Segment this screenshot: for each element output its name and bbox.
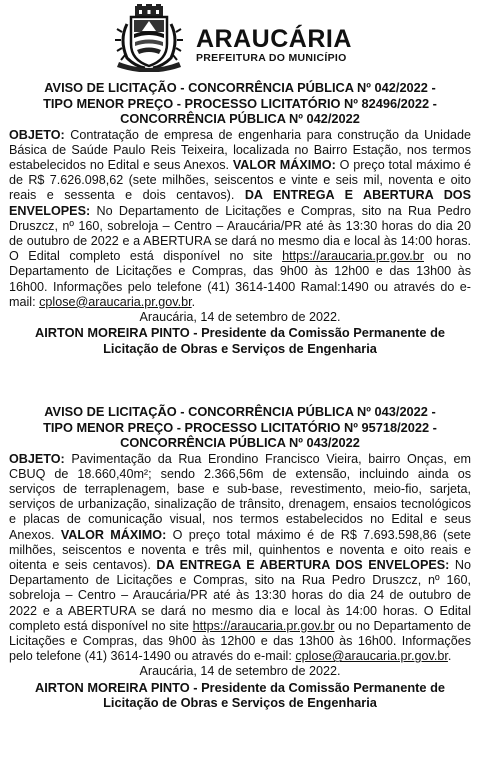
objeto-label: OBJETO: [9, 127, 65, 142]
signature-line: Licitação de Obras e Serviços de Engenharia [103, 340, 377, 356]
notice-date: Araucária, 14 de setembro de 2022. [139, 309, 341, 324]
valor-label: VALOR MÁXIMO: [232, 157, 336, 172]
valor-text: O preço total máximo é de R$ 7.693.598,86 (sete milhões, seiscentos e noventa e três mil, quinhentos e noventa e oito reais e oitenta e seis centavos). [9, 527, 472, 572]
notice-title-line: AVISO DE LICITAÇÃO - CONCORRÊNCIA PÚBLICA Nº 043/2022 - [44, 404, 436, 419]
notice-title [9, 80, 471, 127]
entrega-text: No Departamento de Licitações e Compras, sito na Rua Pedro Druszcz, nº 160, sobreloja – Centro – Araucária/PR até às 13:30 horas do dia 24 de outubro de 2022 e a ABERTURA se dará no mesmo dia e local às 14:00 horas. O Edital completo está disponível no site [9, 557, 471, 633]
notice-date: Araucária, 14 de setembro de 2022. [139, 664, 341, 679]
contact-text: ou no Departamento de Licitações e Compras, das 9h00 às 12h00 e das 13h00 às 16h00. Informações pelo telefone (41) 3614-1490 ou através do e-mail: [9, 618, 472, 664]
contact-text: ou no Departamento de Licitações e Compras, das 9h00 às 12h00 e das 13h00 às 16h00. Informações pelo telefone (41) 3614-1400 Ramal:1490 ou através do e-mail: [9, 249, 472, 309]
email-link[interactable]: cplose@araucaria.pr.gov.br [39, 294, 192, 309]
notice-body [9, 128, 471, 310]
sentence-end: . [191, 294, 196, 309]
email-link[interactable]: cplose@araucaria.pr.gov.br [295, 649, 448, 664]
notice-title-line: TIPO MENOR PREÇO - PROCESSO LICITATÓRIO Nº 95718/2022 - [43, 419, 437, 435]
valor-text: O preço total máximo é de R$ 7.626.098,62 (sete milhões, seiscentos e vinte e seis mil, noventa e oito reais e sessenta e dois centavos). [9, 157, 472, 203]
signature-line: AIRTON MOREIRA PINTO - Presidente da Comissão Permanente de [34, 325, 446, 341]
tender-notice-043 [9, 404, 471, 711]
objeto-text: Pavimentação da Rua Erondino Francisco Vieira, bairro Onças, em CBUQ de 18.660,40m²; sendo 2.366,56m de extensão, incluindo ainda os serviços de terraplenagem, base e sub-base, revestimento, meio-fio, sarjeta, serviços de urbanização, sinalização de trânsito, drenagem, ensaios tecnológicos e placas de comunicação visual, nos termos estabelecidos no Edital e seus Anexos. [9, 451, 472, 542]
signature-line: Licitação de Obras e Serviços de Engenharia [103, 695, 377, 711]
notice-signature [9, 680, 471, 711]
tender-notice-042 [9, 80, 471, 356]
city-hall-subtitle: PREFEITURA DO MUNICÍPIO [196, 52, 347, 64]
entrega-label: DA ENTREGA E ABERTURA DOS ENVELOPES: [9, 188, 471, 218]
entrega-label: DA ENTREGA E ABERTURA DOS ENVELOPES: [156, 557, 450, 572]
city-name: ARAUCÁRIA [196, 25, 352, 53]
brand-block [196, 26, 352, 64]
notice-signature [9, 325, 471, 356]
page-header [0, 0, 479, 78]
notice-title-line: CONCORRÊNCIA PÚBLICA Nº 043/2022 [120, 435, 360, 450]
sentence-end: . [447, 649, 452, 664]
entrega-text: No Departamento de Licitações e Compras, sito na Rua Pedro Druszcz, nº 160, sobreloja – Centro – Araucária/PR até às 13:30 horas do dia 20 de outubro de 2022 e a ABERTURA se dará no mesmo dia e local às 14:00 horas. O Edital completo está disponível no site [9, 203, 472, 264]
website-link[interactable]: https://araucaria.pr.gov.br [282, 249, 424, 264]
objeto-text: Contratação de empresa de engenharia para construção da Unidade Básica de Saúde Paulo Reis Teixeira, localizada no Bairro Estação, nos termos estabelecidos no Edital e seus Anexos. [9, 127, 471, 172]
objeto-label: OBJETO: [9, 451, 65, 466]
valor-label: VALOR MÁXIMO: [60, 527, 167, 542]
notice-title-line: CONCORRÊNCIA PÚBLICA Nº 042/2022 [120, 111, 360, 126]
municipal-crest-icon [113, 4, 185, 72]
signature-line: AIRTON MOREIRA PINTO - Presidente da Comissão Permanente de [34, 679, 446, 695]
notice-body [9, 452, 471, 665]
notice-title [9, 404, 471, 451]
notice-title-line: TIPO MENOR PREÇO - PROCESSO LICITATÓRIO Nº 82496/2022 - [43, 95, 437, 111]
notice-title-line: AVISO DE LICITAÇÃO - CONCORRÊNCIA PÚBLICA Nº 042/2022 - [44, 80, 436, 95]
website-link[interactable]: https://araucaria.pr.gov.br [192, 618, 335, 633]
